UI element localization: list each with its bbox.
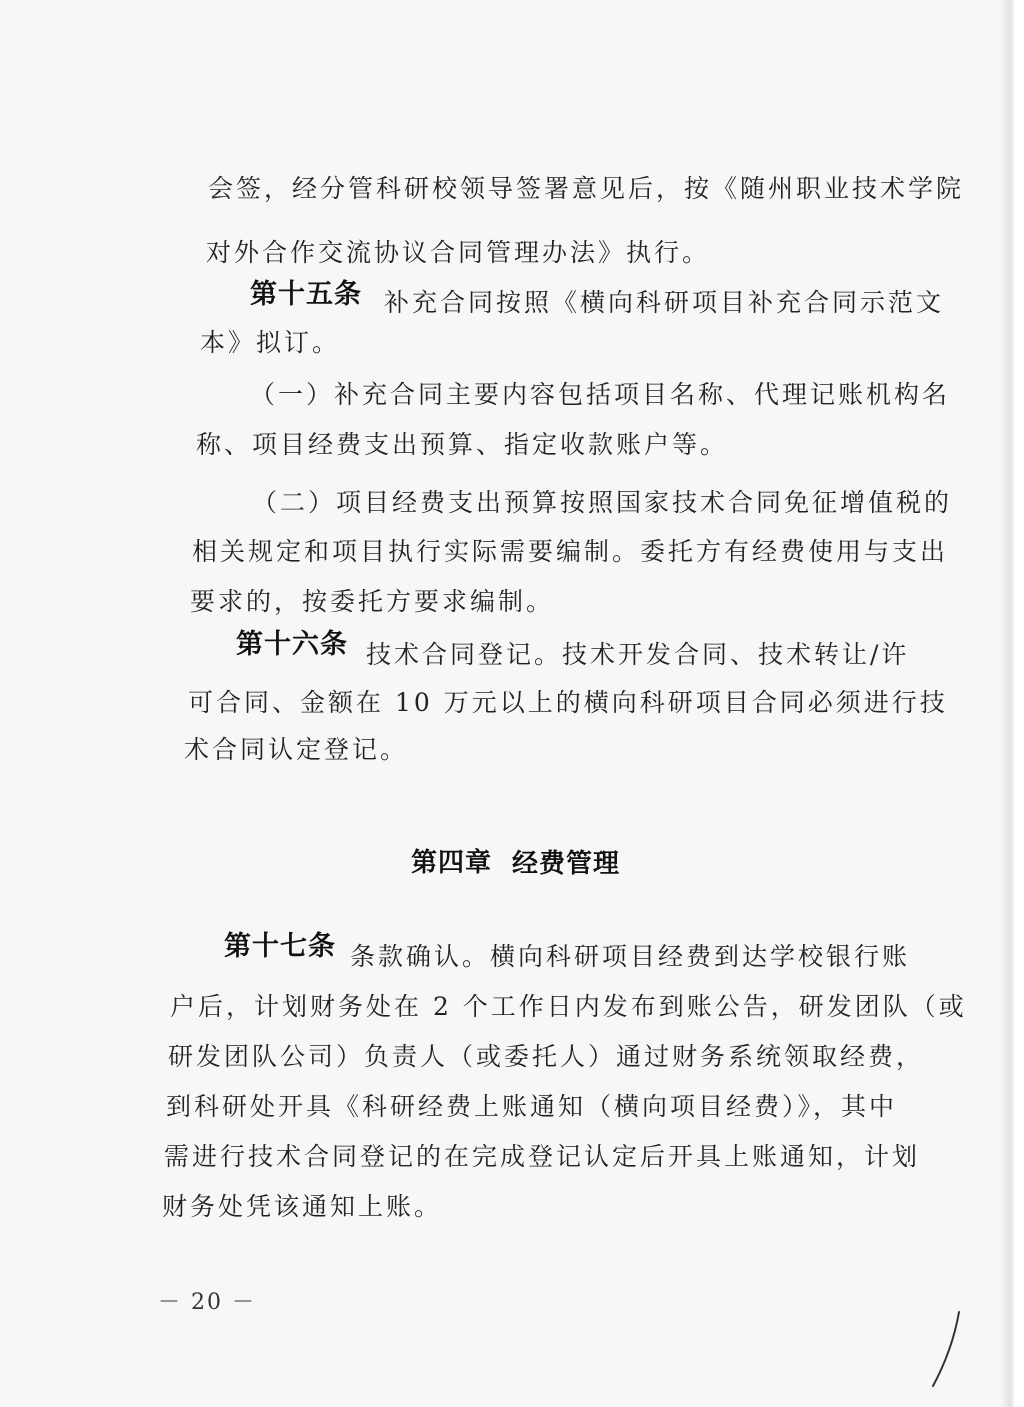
- article-15-label: 第十五条: [250, 279, 362, 310]
- body-line: 到科研处开具《科研经费上账通知（横向项目经费）》，其中: [166, 1092, 898, 1121]
- body-line: 会签，经分管科研校领导签署意见后，按《随州职业技术学院: [208, 174, 965, 203]
- body-line: 需进行技术合同登记的在完成登记认定后开具上账通知，计划: [164, 1142, 921, 1171]
- body-line: 补充合同按照《横向科研项目补充合同示范文: [384, 288, 945, 317]
- scan-edge: [1002, 0, 1024, 1407]
- article-17-label: 第十七条: [224, 931, 336, 962]
- chapter-number: 第四章: [411, 848, 493, 878]
- body-line: 相关规定和项目执行实际需要编制。委托方有经费使用与支出: [192, 537, 949, 566]
- body-line: （一）补充合同主要内容包括项目名称、代理记账机构名: [250, 380, 951, 409]
- chapter-title: 经费管理: [512, 849, 621, 879]
- body-line: 研发团队公司）负责人（或委托人）通过财务系统领取经费，: [168, 1042, 925, 1071]
- body-line: 条款确认。横向科研项目经费到达学校银行账: [350, 942, 911, 971]
- pen-stroke-mark: [925, 1310, 965, 1390]
- page-number: － 20 －: [158, 1290, 256, 1315]
- body-line: 称、项目经费支出预算、指定收款账户等。: [196, 430, 729, 459]
- body-line: 户后，计划财务处在 2 个工作日内发布到账公告，研发团队（或: [170, 992, 967, 1021]
- body-line: 技术合同登记。技术开发合同、技术转让/许: [366, 640, 910, 669]
- body-line: 要求的，按委托方要求编制。: [190, 587, 555, 616]
- body-line: 本》拟订。: [200, 328, 341, 357]
- body-line: 可合同、金额在 10 万元以上的横向科研项目合同必须进行技: [188, 688, 948, 717]
- article-16-label: 第十六条: [236, 629, 348, 660]
- body-line: 术合同认定登记。: [184, 735, 409, 764]
- body-line: （二）项目经费支出预算按照国家技术合同免征增值税的: [252, 488, 953, 517]
- body-line: 对外合作交流协议合同管理办法》执行。: [206, 238, 711, 267]
- body-line: 财务处凭该通知上账。: [162, 1192, 443, 1221]
